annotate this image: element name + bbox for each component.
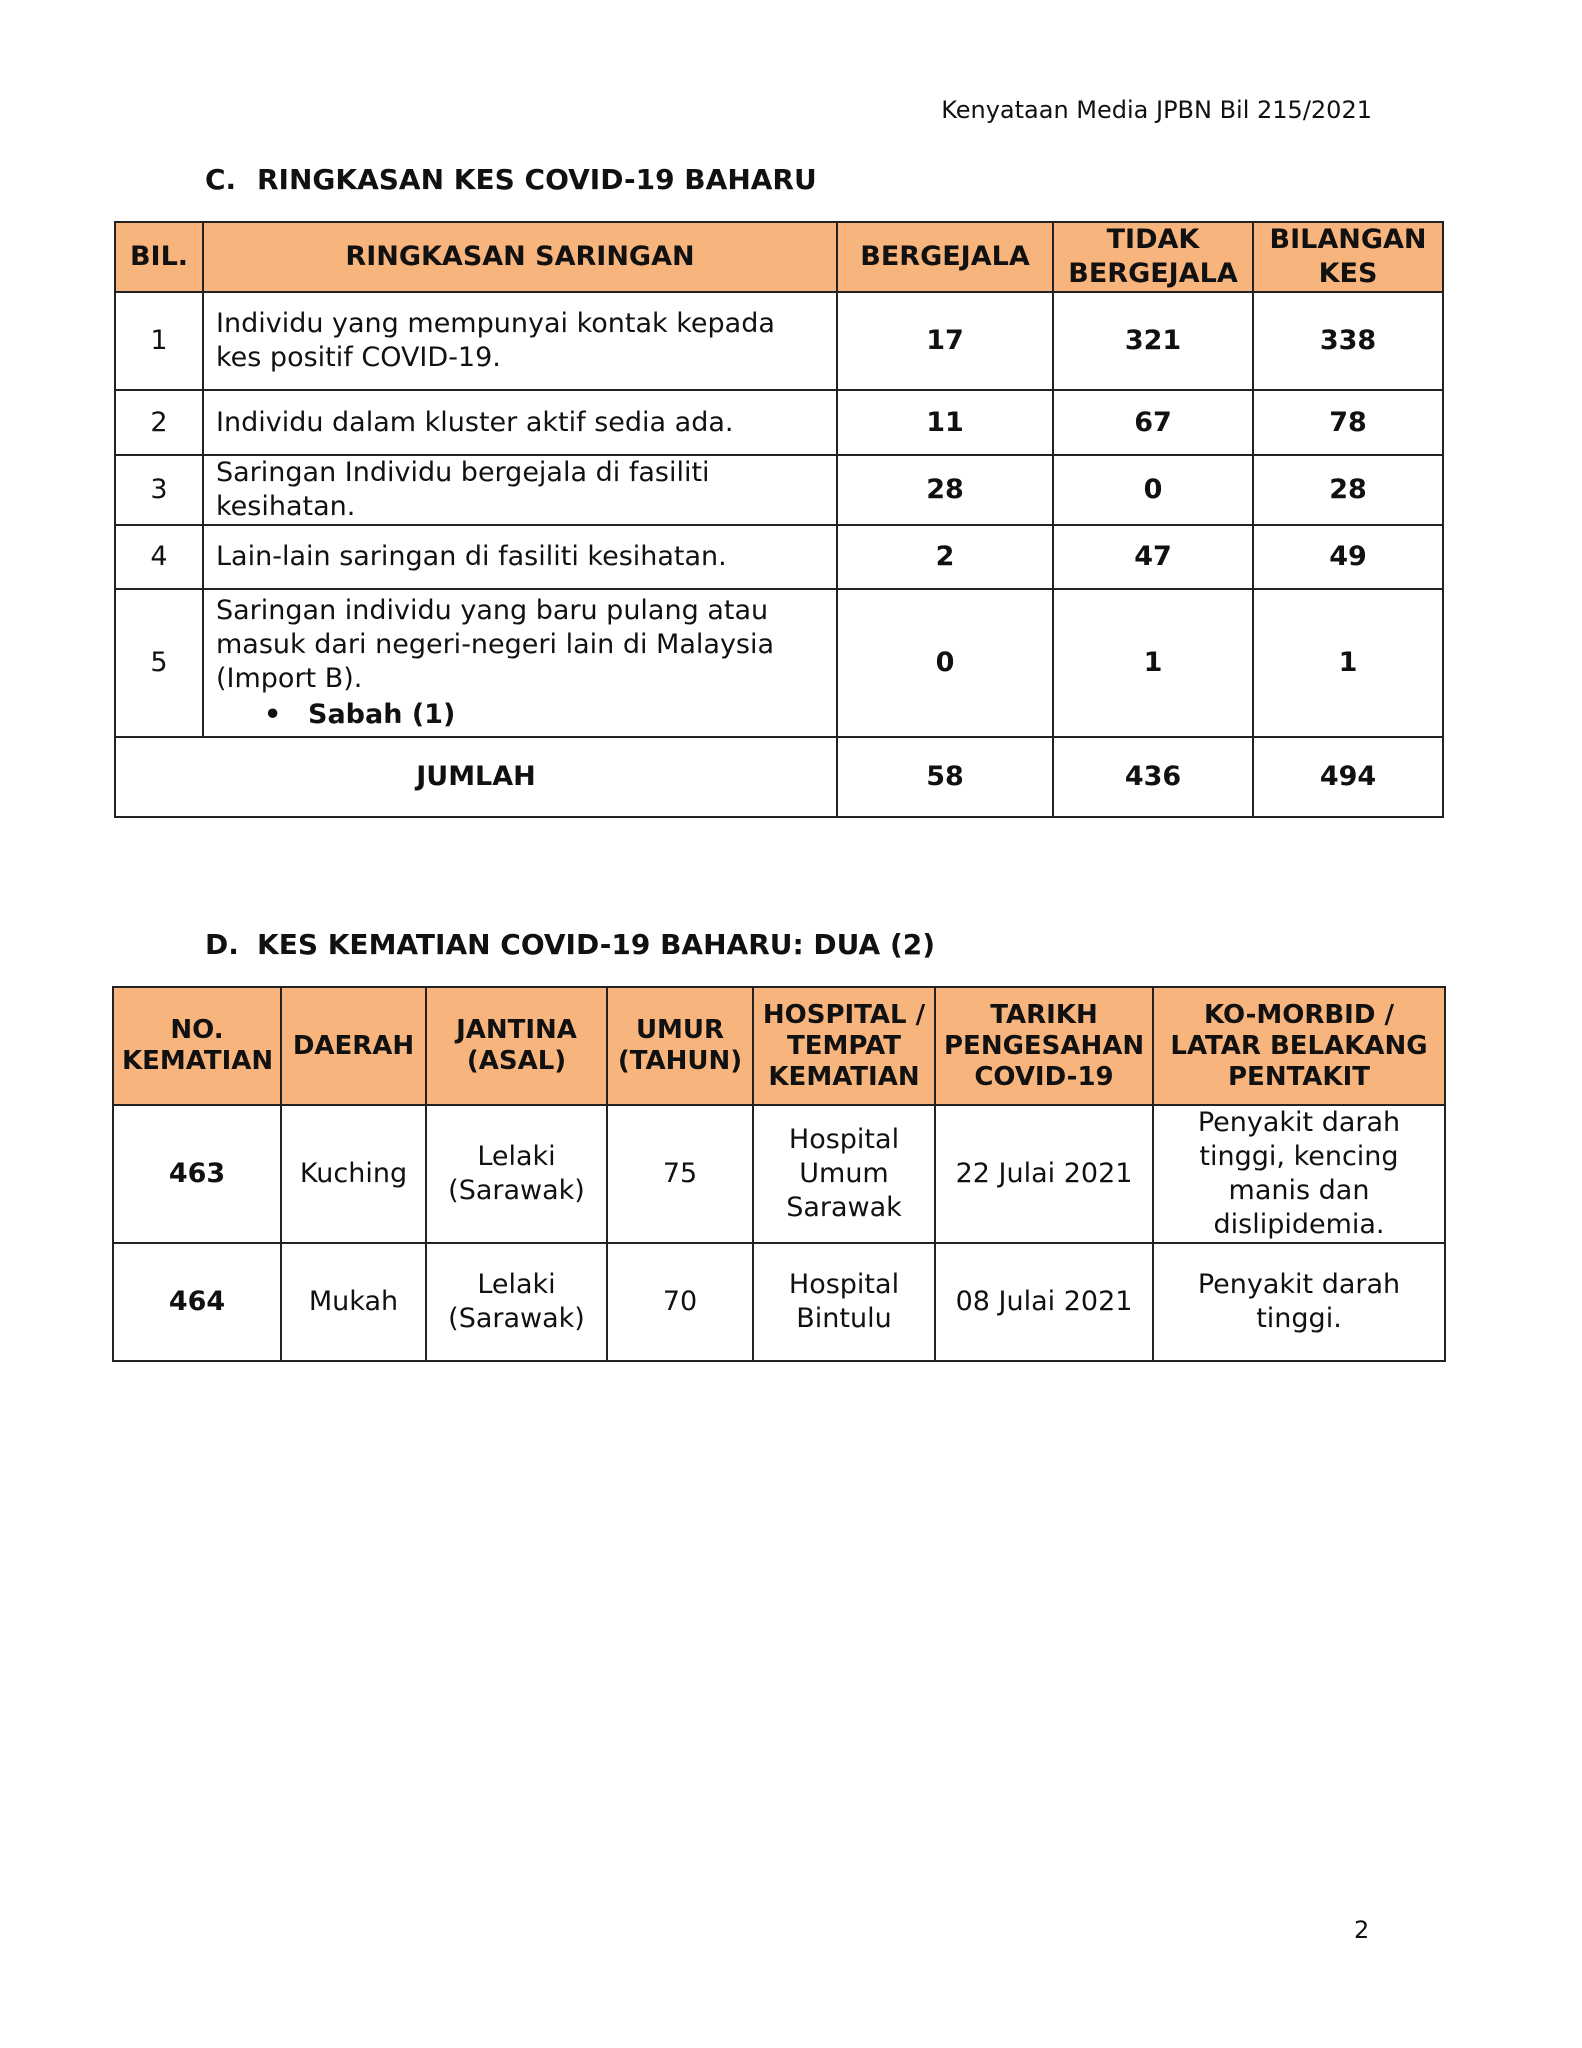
cell-bergejala: 17	[837, 292, 1053, 390]
col-header-bil: BIL.	[115, 222, 203, 292]
cell-bil: 1	[115, 292, 203, 390]
cell-desc: Individu yang mempunyai kontak kepada kes positif COVID-19.	[203, 292, 837, 390]
cell-no-kematian: 464	[113, 1243, 281, 1361]
section-c-letter: C.	[205, 163, 237, 196]
cell-jantina: Lelaki (Sarawak)	[426, 1243, 607, 1361]
cell-bilangan: 338	[1253, 292, 1443, 390]
cell-umur: 75	[607, 1105, 753, 1243]
col-header-bilangan-kes: BILANGAN KES	[1253, 222, 1443, 292]
section-d-title-text: KES KEMATIAN COVID-19 BAHARU: DUA (2)	[257, 928, 936, 961]
cell-daerah: Kuching	[281, 1105, 426, 1243]
total-bergejala: 58	[837, 737, 1053, 817]
cell-bergejala: 0	[837, 589, 1053, 737]
col-header-jantina: JANTINA (ASAL)	[426, 987, 607, 1105]
cell-tarikh: 22 Julai 2021	[935, 1105, 1153, 1243]
cell-umur: 70	[607, 1243, 753, 1361]
bullet-item	[216, 698, 828, 732]
col-header-bergejala: BERGEJALA	[837, 222, 1053, 292]
cell-tidak-bergejala: 67	[1053, 390, 1253, 455]
col-header-ringkasan: RINGKASAN SARINGAN	[203, 222, 837, 292]
total-bilangan: 494	[1253, 737, 1443, 817]
cell-jantina: Lelaki (Sarawak)	[426, 1105, 607, 1243]
cell-bil: 3	[115, 455, 203, 525]
cell-no-kematian: 463	[113, 1105, 281, 1243]
cell-bilangan: 28	[1253, 455, 1443, 525]
cell-komorbid: Penyakit darah tinggi, kencing manis dan dislipidemia.	[1153, 1105, 1445, 1243]
bullet-dot-icon: •	[264, 699, 282, 730]
page-number: 2	[1354, 1916, 1370, 1944]
table-header-row	[115, 222, 1443, 292]
bullet-text: Sabah (1)	[308, 699, 456, 730]
col-header-tarikh: TARIKH PENGESAHAN COVID-19	[935, 987, 1153, 1105]
cell-tidak-bergejala: 47	[1053, 525, 1253, 589]
table-row	[115, 390, 1443, 455]
cell-desc: Saringan Individu bergejala di fasiliti kesihatan.	[203, 455, 837, 525]
cell-komorbid: Penyakit darah tinggi.	[1153, 1243, 1445, 1361]
col-header-daerah: DAERAH	[281, 987, 426, 1105]
col-header-komorbid: KO-MORBID / LATAR BELAKANG PENTAKIT	[1153, 987, 1445, 1105]
total-row	[115, 737, 1443, 817]
table-row	[115, 455, 1443, 525]
cell-tidak-bergejala: 0	[1053, 455, 1253, 525]
cell-tidak-bergejala: 321	[1053, 292, 1253, 390]
cell-hospital: Hospital Umum Sarawak	[753, 1105, 935, 1243]
covid-case-summary-table	[114, 221, 1444, 818]
table-row	[113, 1243, 1445, 1361]
section-d-letter: D.	[205, 928, 239, 961]
table-row	[115, 589, 1443, 737]
table-row	[115, 525, 1443, 589]
cell-tarikh: 08 Julai 2021	[935, 1243, 1153, 1361]
col-header-no-kematian: NO. KEMATIAN	[113, 987, 281, 1105]
cell-desc: Lain-lain saringan di fasiliti kesihatan.	[203, 525, 837, 589]
covid-death-cases-table	[112, 986, 1446, 1362]
cell-desc: Individu dalam kluster aktif sedia ada.	[203, 390, 837, 455]
cell-bil: 2	[115, 390, 203, 455]
cell-bilangan: 1	[1253, 589, 1443, 737]
section-c-title	[205, 163, 817, 196]
cell-bilangan: 49	[1253, 525, 1443, 589]
col-header-hospital: HOSPITAL / TEMPAT KEMATIAN	[753, 987, 935, 1105]
cell-hospital: Hospital Bintulu	[753, 1243, 935, 1361]
total-tidak-bergejala: 436	[1053, 737, 1253, 817]
cell-daerah: Mukah	[281, 1243, 426, 1361]
table-row	[113, 1105, 1445, 1243]
section-d-title	[205, 928, 935, 961]
cell-bergejala: 2	[837, 525, 1053, 589]
col-header-tidak-bergejala: TIDAK BERGEJALA	[1053, 222, 1253, 292]
cell-bergejala: 11	[837, 390, 1053, 455]
section-c-title-text: RINGKASAN KES COVID-19 BAHARU	[257, 163, 817, 196]
col-header-umur: UMUR (TAHUN)	[607, 987, 753, 1105]
cell-desc-text: Saringan individu yang baru pulang atau masuk dari negeri-negeri lain di Malaysia (Import B).	[216, 595, 775, 694]
document-reference: Kenyataan Media JPBN Bil 215/2021	[941, 96, 1372, 124]
total-label: JUMLAH	[115, 737, 837, 817]
cell-bil: 5	[115, 589, 203, 737]
cell-bil: 4	[115, 525, 203, 589]
cell-desc	[203, 589, 837, 737]
table-row	[115, 292, 1443, 390]
cell-tidak-bergejala: 1	[1053, 589, 1253, 737]
cell-bilangan: 78	[1253, 390, 1443, 455]
table-header-row	[113, 987, 1445, 1105]
cell-bergejala: 28	[837, 455, 1053, 525]
